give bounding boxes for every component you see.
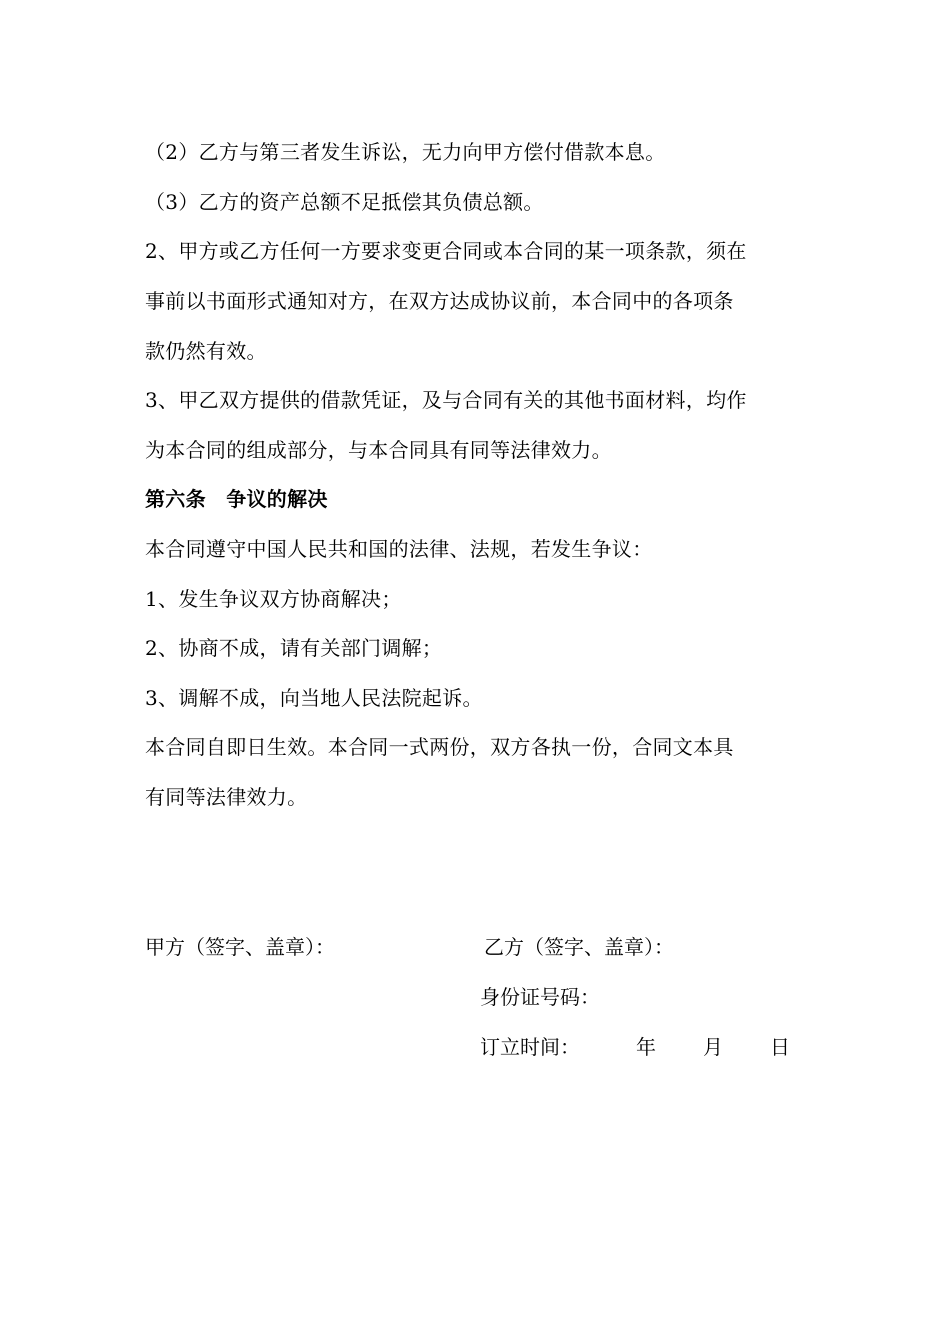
party-a-signature-label: 甲方（签字、盖章）： — [145, 935, 335, 959]
paragraph-3-line-2: 为本合同的组成部分，与本合同具有同等法律效力。 — [145, 438, 612, 462]
article-six-item-2: 2、协商不成，请有关部门调解； — [145, 636, 443, 660]
paragraph-3-line-1: 3、甲乙双方提供的借款凭证，及与合同有关的其他书面材料，均作 — [145, 388, 747, 412]
paragraph-2-line-3: 款仍然有效。 — [145, 339, 267, 363]
effect-line-1: 本合同自即日生效。本合同一式两份，双方各执一份，合同文本具 — [145, 735, 734, 759]
clause-item-3: （3）乙方的资产总额不足抵偿其负债总额。 — [145, 190, 544, 214]
date-label: 订立时间： — [480, 1035, 580, 1059]
party-b-signature-label: 乙方（签字、盖章）： — [484, 935, 674, 959]
effect-line-2: 有同等法律效力。 — [145, 785, 308, 809]
date-month: 月 — [703, 1035, 723, 1059]
paragraph-2-line-2: 事前以书面形式通知对方，在双方达成协议前，本合同中的各项条 — [145, 289, 734, 313]
article-six-item-1: 1、发生争议双方协商解决； — [145, 587, 402, 611]
article-six-heading: 第六条 争议的解决 — [145, 487, 328, 511]
id-number-label: 身份证号码： — [480, 985, 600, 1009]
paragraph-2-line-1: 2、甲方或乙方任何一方要求变更合同或本合同的某一项条款，须在 — [145, 239, 747, 263]
date-year: 年 — [636, 1035, 656, 1059]
article-six-item-3: 3、调解不成，向当地人民法院起诉。 — [145, 686, 483, 710]
article-six-intro: 本合同遵守中国人民共和国的法律、法规，若发生争议： — [145, 537, 653, 561]
clause-item-2: （2）乙方与第三者发生诉讼，无力向甲方偿付借款本息。 — [145, 140, 666, 164]
date-day: 日 — [770, 1035, 790, 1059]
